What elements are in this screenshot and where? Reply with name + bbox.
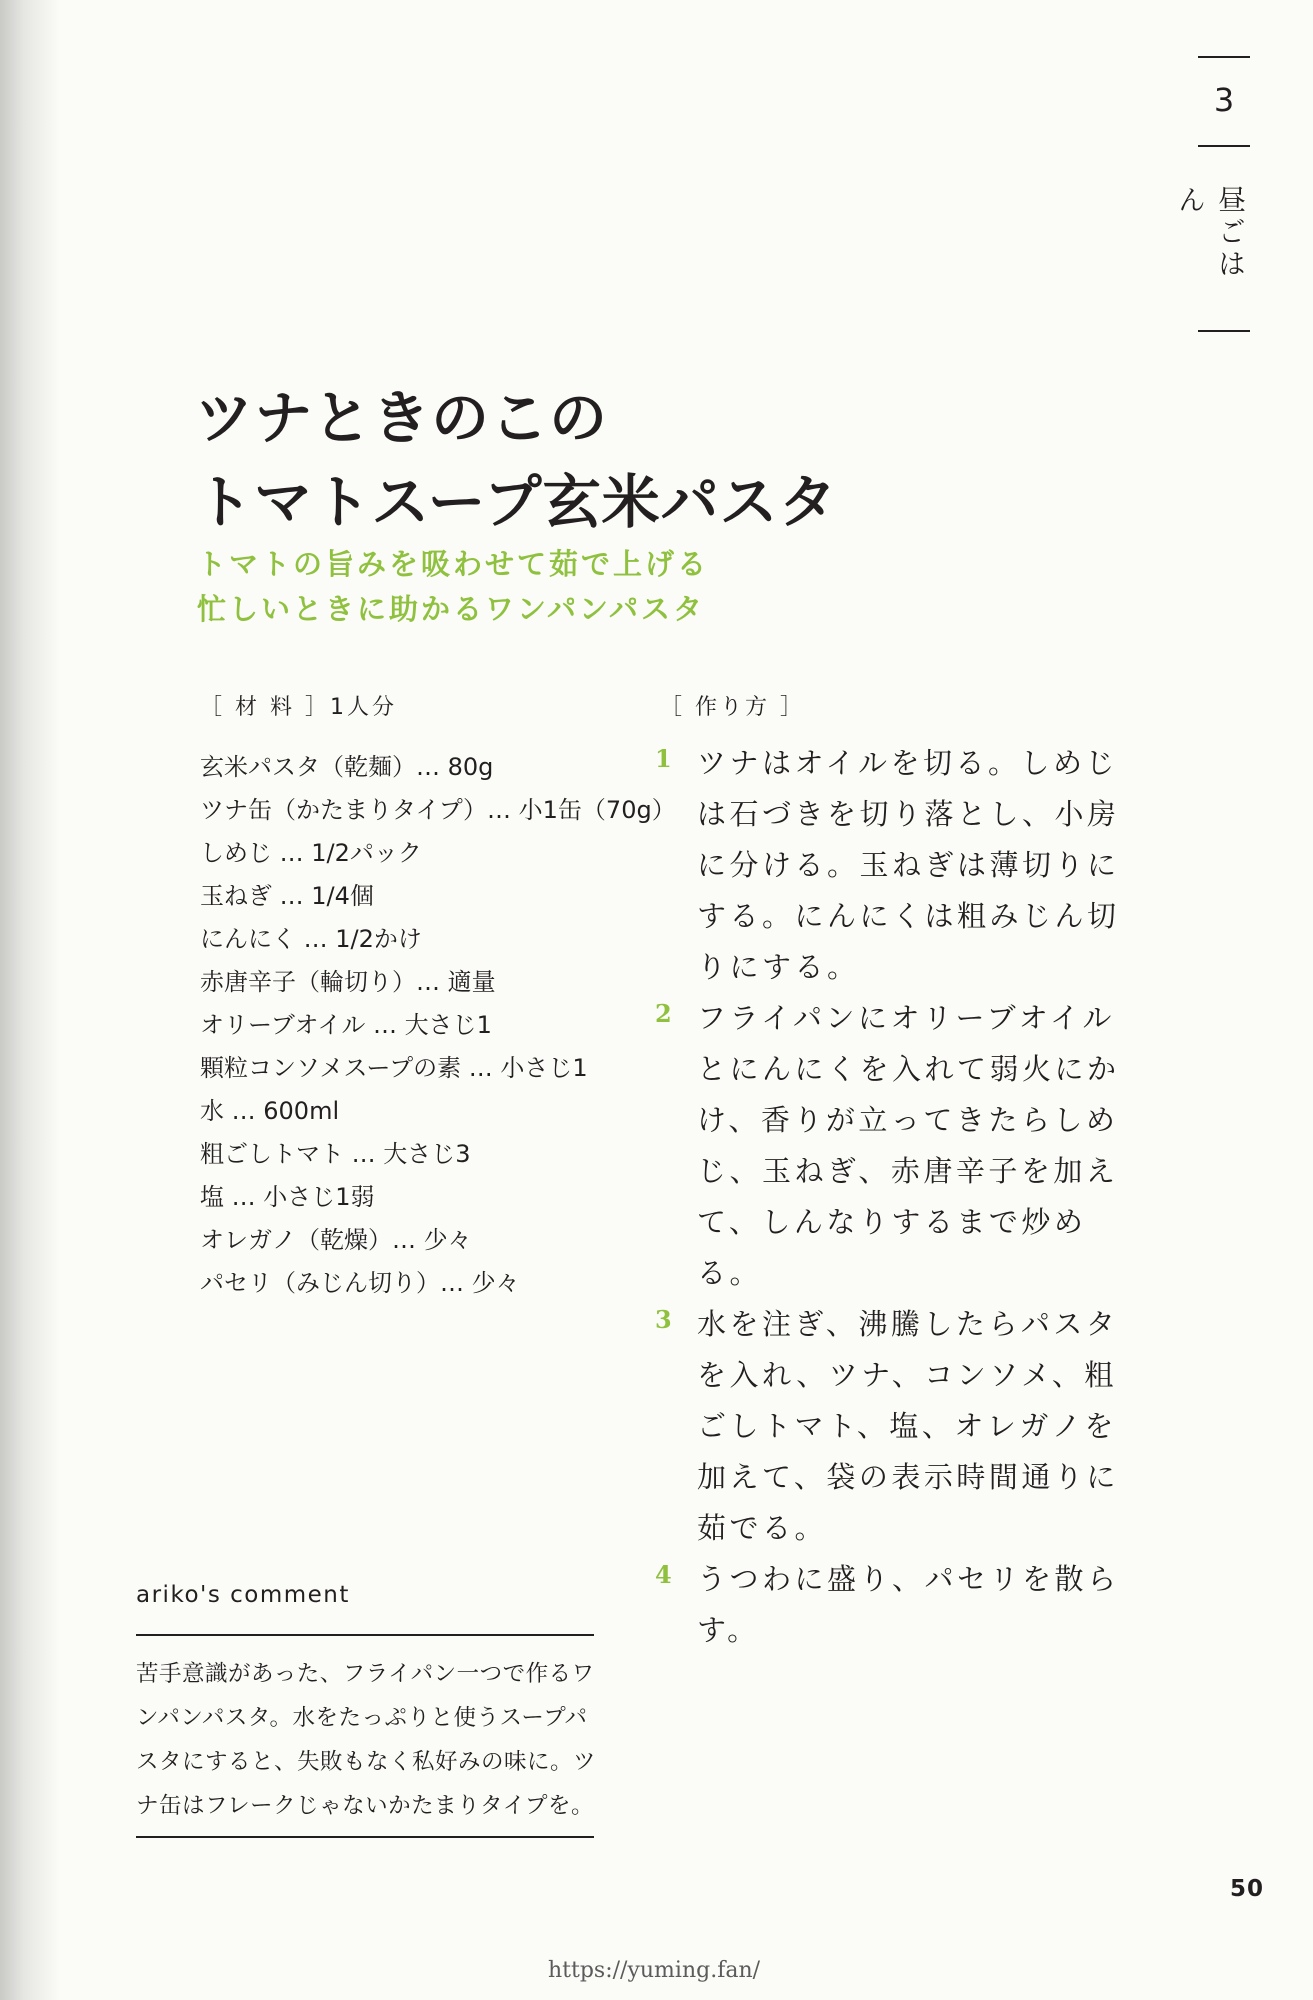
step-number: 3	[655, 1305, 672, 1334]
ingredient-item: しめじ … 1/2パック	[200, 839, 422, 867]
ingredient-item: 水 … 600ml	[200, 1097, 340, 1125]
step-text: フライパンにオリーブオイルとにんにくを入れて弱火にかけ、香りが立ってきたらしめじ、玉ねぎ、赤唐辛子を加えて、しんなりするまで炒める。	[697, 1001, 1120, 1290]
comment-line: ナ缶はフレークじゃないかたまりタイプを。	[136, 1793, 594, 1819]
ingredient-item: 塩 … 小さじ1弱	[200, 1183, 375, 1211]
step-number: 4	[655, 1560, 672, 1589]
ingredients-heading: ［ 材 料 ］1人分	[200, 695, 397, 720]
comment-rule-top	[136, 1634, 594, 1636]
chapter-rule-top	[1198, 56, 1250, 58]
comment-line: スタにすると、失敗もなく私好みの味に。ツ	[136, 1749, 597, 1775]
comment-rule-bottom	[136, 1836, 594, 1838]
chapter-rule-bottom	[1198, 330, 1250, 332]
step-item	[655, 1554, 1145, 1656]
ingredient-item: パセリ（みじん切り）… 少々	[200, 1269, 520, 1297]
comment-line: 苦手意識があった、フライパン一つで作るワ	[136, 1661, 595, 1687]
chapter-rule-middle	[1198, 145, 1250, 147]
ingredient-item: 玉ねぎ … 1/4個	[200, 882, 374, 910]
steps-heading: ［ 作り方 ］	[660, 695, 805, 720]
ingredient-item: 赤唐辛子（輪切り）… 適量	[200, 968, 496, 996]
step-text: うつわに盛り、パセリを散らす。	[697, 1562, 1120, 1647]
step-item	[655, 993, 1145, 1299]
comment-body	[136, 1652, 606, 1828]
ingredient-item: オレガノ（乾燥）… 少々	[200, 1226, 472, 1254]
binding-shadow	[0, 0, 60, 2000]
step-number: 1	[655, 744, 672, 773]
recipe-title-line: トマトスープ玄米パスタ	[195, 468, 838, 536]
recipe-subtitle	[197, 542, 709, 632]
watermark-url[interactable]: https://yuming.fan/	[548, 1958, 761, 1983]
comment-heading: ariko's comment	[136, 1582, 350, 1608]
chapter-number: 3	[1213, 81, 1235, 119]
ingredient-item: オリーブオイル … 大さじ1	[200, 1011, 492, 1039]
step-text: ツナはオイルを切る。しめじは石づきを切り落とし、小房に分ける。玉ねぎは薄切りにする。にんにくは粗みじん切りにする。	[697, 746, 1120, 984]
recipe-title-line: ツナときのこの	[195, 384, 609, 452]
recipe-subtitle-line: 忙しいときに助かるワンパンパスタ	[197, 592, 705, 626]
recipe-subtitle-line: トマトの旨みを吸わせて茹で上げる	[197, 547, 710, 581]
ingredient-item: 粗ごしトマト … 大さじ3	[200, 1140, 471, 1168]
ingredients-list	[200, 746, 676, 1305]
chapter-title: 昼ごはん	[1174, 185, 1247, 281]
page-number: 50	[1230, 1876, 1265, 1902]
ingredient-item: にんにく … 1/2かけ	[200, 925, 422, 953]
ingredient-item: ツナ缶（かたまりタイプ）… 小1缶（70g）	[200, 796, 676, 824]
comment-line: ンパンパスタ。水をたっぷりと使うスープパ	[136, 1705, 588, 1731]
step-number: 2	[655, 999, 672, 1028]
recipe-title	[195, 376, 838, 544]
ingredient-item: 玄米パスタ（乾麺）… 80g	[200, 753, 494, 781]
step-text: 水を注ぎ、沸騰したらパスタを入れ、ツナ、コンソメ、粗ごしトマト、塩、オレガノを加えて、袋の表示時間通りに茹でる。	[697, 1307, 1119, 1545]
steps-list	[655, 738, 1145, 1656]
ingredient-item: 顆粒コンソメスープの素 … 小さじ1	[200, 1054, 588, 1082]
step-item	[655, 738, 1145, 993]
step-item	[655, 1299, 1145, 1554]
